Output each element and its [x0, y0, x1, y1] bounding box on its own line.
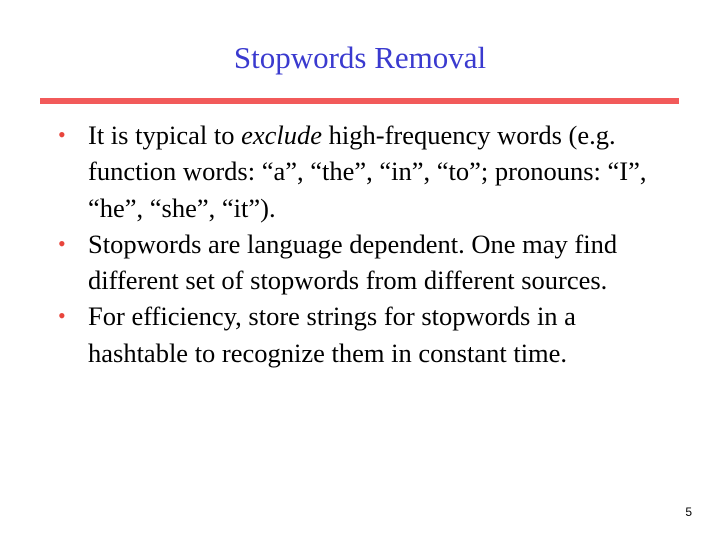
- bullet-text-end: high-frequency words (e.g. function words: “a”, “the”, “in”, “to”; pronouns: “I”, “he”, “she”, “it”).: [88, 120, 647, 223]
- bullet-item-1: [58, 117, 678, 226]
- page-number: 5: [685, 505, 692, 519]
- bullet-text: For efficiency, store strings for stopwords in a hashtable to recognize them in constant time.: [88, 301, 576, 368]
- bullet-item-2: [58, 226, 678, 299]
- bullet-item-3: [58, 298, 678, 371]
- bullet-list: [58, 117, 678, 371]
- bullet-marker: •: [58, 122, 66, 147]
- title-divider: [40, 98, 679, 104]
- bullet-text: Stopwords are language dependent. One may find different set of stopwords from different sources.: [88, 228, 618, 296]
- slide-title: Stopwords Removal: [233, 40, 487, 75]
- bullet-marker: •: [58, 230, 66, 256]
- bullet-text: [88, 120, 647, 223]
- bullet-marker: •: [58, 303, 66, 329]
- emphasized-word: exclude: [241, 120, 323, 150]
- bullet-text-start: It is typical to: [88, 120, 242, 150]
